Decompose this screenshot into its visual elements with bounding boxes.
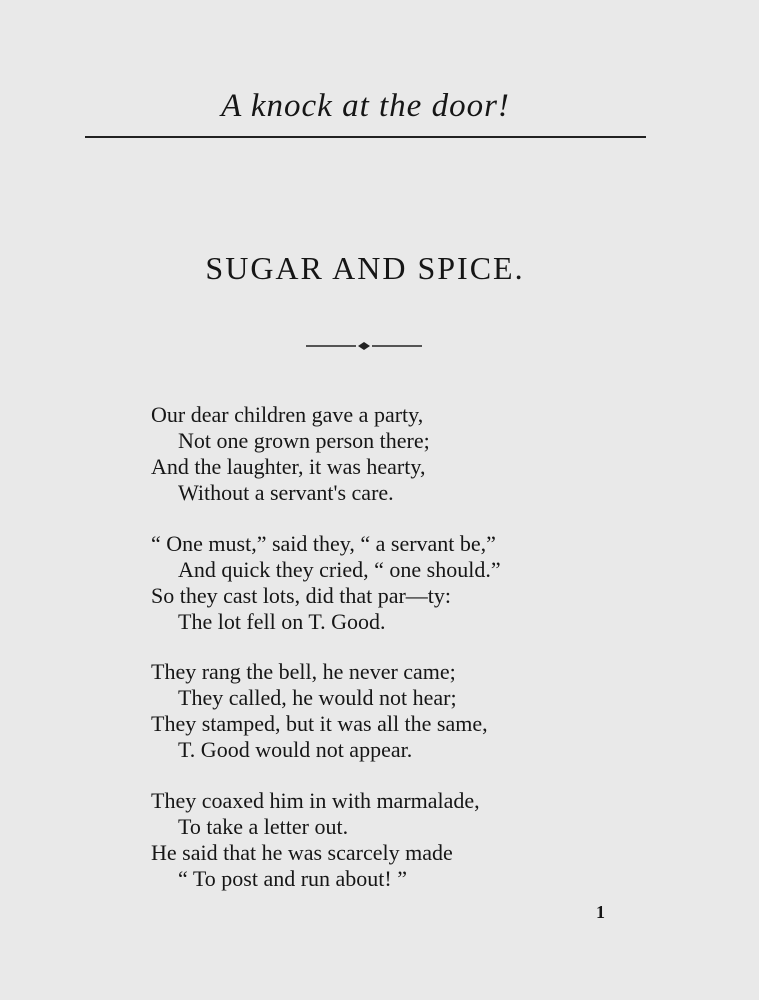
stanza-3 [151,659,621,763]
verse-line: They stamped, but it was all the same, [151,711,488,736]
verse-line: They called, he would not hear; [178,685,457,710]
page-number: 1 [596,902,605,922]
verse-line: Not one grown person there; [178,428,430,453]
header-rule [85,136,646,138]
stanza-2 [151,531,621,635]
poem-title: SUGAR AND SPICE. [205,250,525,286]
verse-line: They coaxed him in with marmalade, [151,788,480,813]
verse-line: Without a servant's care. [178,480,394,505]
verse-line: And quick they cried, “ one should.” [178,557,501,582]
verse-line: So they cast lots, did that par—ty: [151,583,452,608]
ornament-divider [306,339,422,353]
verse-line: T. Good would not appear. [178,737,413,762]
verse-line: “ To post and run about! ” [178,866,408,891]
verse-line: The lot fell on T. Good. [178,609,386,634]
verse-line: They rang the bell, he never came; [151,659,456,684]
verse-line: To take a letter out. [178,814,349,839]
stanza-4 [151,788,621,892]
stanza-1 [151,402,621,506]
running-head: A knock at the door! [221,88,510,124]
verse-line: “ One must,” said they, “ a servant be,” [151,531,496,556]
verse-line: He said that he was scarcely made [151,840,453,865]
verse-line: And the laughter, it was hearty, [151,454,426,479]
verse-line: Our dear children gave a party, [151,402,424,427]
